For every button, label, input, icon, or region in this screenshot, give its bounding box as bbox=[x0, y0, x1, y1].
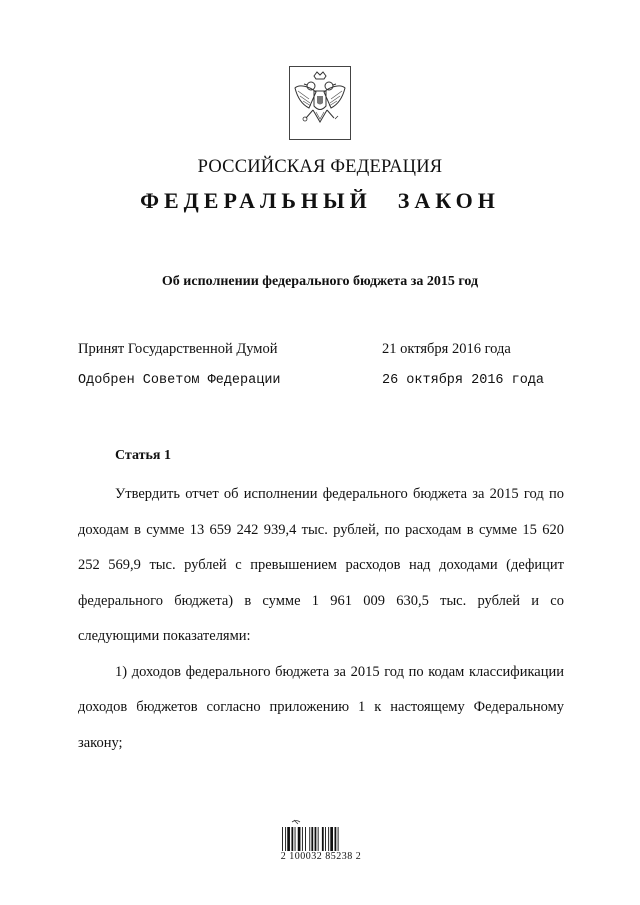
barcode-bar bbox=[328, 827, 329, 851]
barcode-bar bbox=[330, 827, 333, 851]
barcode-bar bbox=[315, 827, 317, 851]
country-name: РОССИЙСКАЯ ФЕДЕРАЦИЯ bbox=[197, 157, 443, 177]
barcode bbox=[278, 818, 364, 862]
article-body bbox=[78, 477, 564, 761]
barcode-bar bbox=[295, 827, 296, 851]
barcode-bar bbox=[287, 827, 290, 851]
barcode-bar bbox=[302, 827, 303, 851]
barcode-bar bbox=[322, 827, 324, 851]
adoption-date: 21 октября 2016 года bbox=[382, 341, 511, 357]
barcode-bars bbox=[278, 818, 364, 852]
barcode-bar bbox=[318, 827, 319, 851]
adoption-label: Принят Государственной Думой bbox=[78, 341, 278, 357]
barcode-bar bbox=[282, 827, 283, 851]
barcode-bar bbox=[309, 827, 310, 851]
law-title: Об исполнении федерального бюджета за 2015 год bbox=[161, 274, 479, 289]
barcode-bar bbox=[298, 827, 301, 851]
article-paragraph: Утвердить отчет об исполнении федерального бюджета за 2015 год по доходам в сумме 13 659 242 939,4 тыс. рублей, по расходам в сумме 15 620 252 569,9 тыс. рублей с превышением расходов над доходами (дефицит федерального бюджета) в сумме 1 961 009 630,5 тыс. рублей и со следующими показателями: bbox=[78, 486, 564, 644]
barcode-bar bbox=[335, 827, 337, 851]
adoption-date: 26 октября 2016 года bbox=[382, 373, 545, 388]
barcode-bar bbox=[291, 827, 293, 851]
barcode-bar bbox=[338, 827, 339, 851]
document-type bbox=[0, 188, 640, 214]
coat-of-arms-emblem bbox=[289, 66, 351, 140]
barcode-bar bbox=[325, 827, 326, 851]
barcode-number: 2 100032 85238 2 bbox=[280, 851, 362, 862]
article-heading: Статья 1 bbox=[115, 448, 171, 463]
barcode-bar bbox=[285, 827, 286, 851]
article-paragraph: 1) доходов федерального бюджета за 2015 год по кодам классификации доходов бюджетов согласно приложению 1 к настоящему Федеральному закону; bbox=[78, 663, 564, 751]
document-type-word-1: ФЕДЕРАЛЬНЫЙ bbox=[140, 188, 372, 213]
document-type-word-2: ЗАКОН bbox=[397, 188, 500, 213]
barcode-bar bbox=[311, 827, 313, 851]
adoption-label: Одобрен Советом Федерации bbox=[78, 373, 281, 388]
barcode-bar bbox=[305, 827, 306, 851]
